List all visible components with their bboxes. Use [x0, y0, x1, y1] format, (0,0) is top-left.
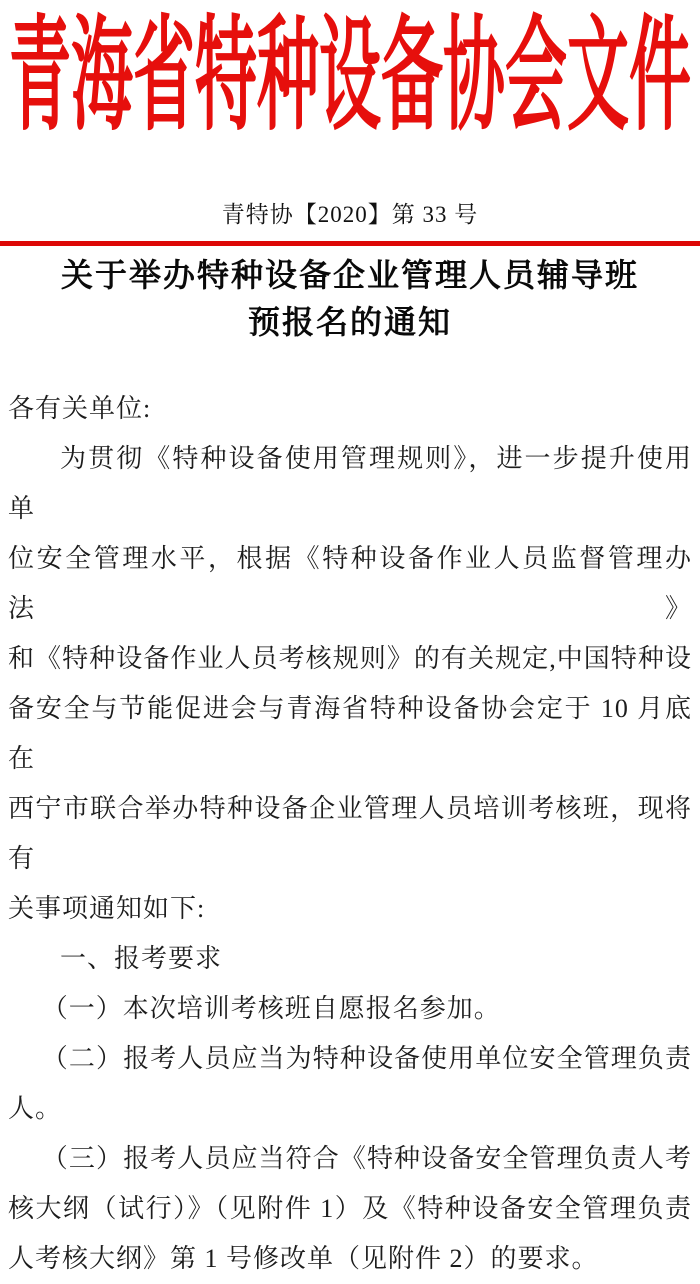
document-number: 青特协【2020】第 33 号: [221, 202, 479, 227]
body-line: 西宁市联合举办特种设备企业管理人员培训考核班，现将有: [8, 794, 692, 873]
red-divider-rule: [0, 241, 700, 246]
body-line: （一）本次培训考核班自愿报名参加。: [41, 994, 501, 1023]
body-line: 备安全与节能促进会与青海省特种设备协会定于 10 月底在: [8, 694, 692, 773]
body-line-section-heading: 一、报考要求: [60, 944, 223, 973]
notice-body: [0, 384, 700, 1284]
document-page: [0, 10, 700, 1273]
notice-title-line2: 预报名的通知: [247, 304, 452, 340]
body-line: （二）报考人员应当为特种设备使用单位安全管理负责: [41, 1044, 692, 1073]
body-line: 核大纲（试行）》（见附件 1）及《特种设备安全管理负责: [8, 1194, 692, 1223]
body-line: （三）报考人员应当符合《特种设备安全管理负责人考: [41, 1144, 692, 1173]
body-line: 位安全管理水平，根据《特种设备作业人员监督管理办法》: [8, 544, 692, 623]
red-header-banner: [0, 10, 700, 166]
body-line: 关事项通知如下:: [8, 894, 206, 923]
body-line: 人。: [8, 1094, 63, 1123]
body-line: 和《特种设备作业人员考核规则》的有关规定,中国特种设: [8, 644, 692, 673]
body-line: 为贯彻《特种设备使用管理规则》，进一步提升使用单: [8, 444, 692, 523]
notice-title: [0, 252, 700, 346]
organization-banner-text: 青海省特种设备协会文件: [8, 10, 691, 146]
notice-title-line1: 关于举办特种设备企业管理人员辅导班: [60, 257, 639, 293]
body-line: 人考核大纲》第 1 号修改单（见附件 2）的要求。: [8, 1244, 599, 1273]
body-line-salutation: 各有关单位:: [8, 394, 152, 423]
